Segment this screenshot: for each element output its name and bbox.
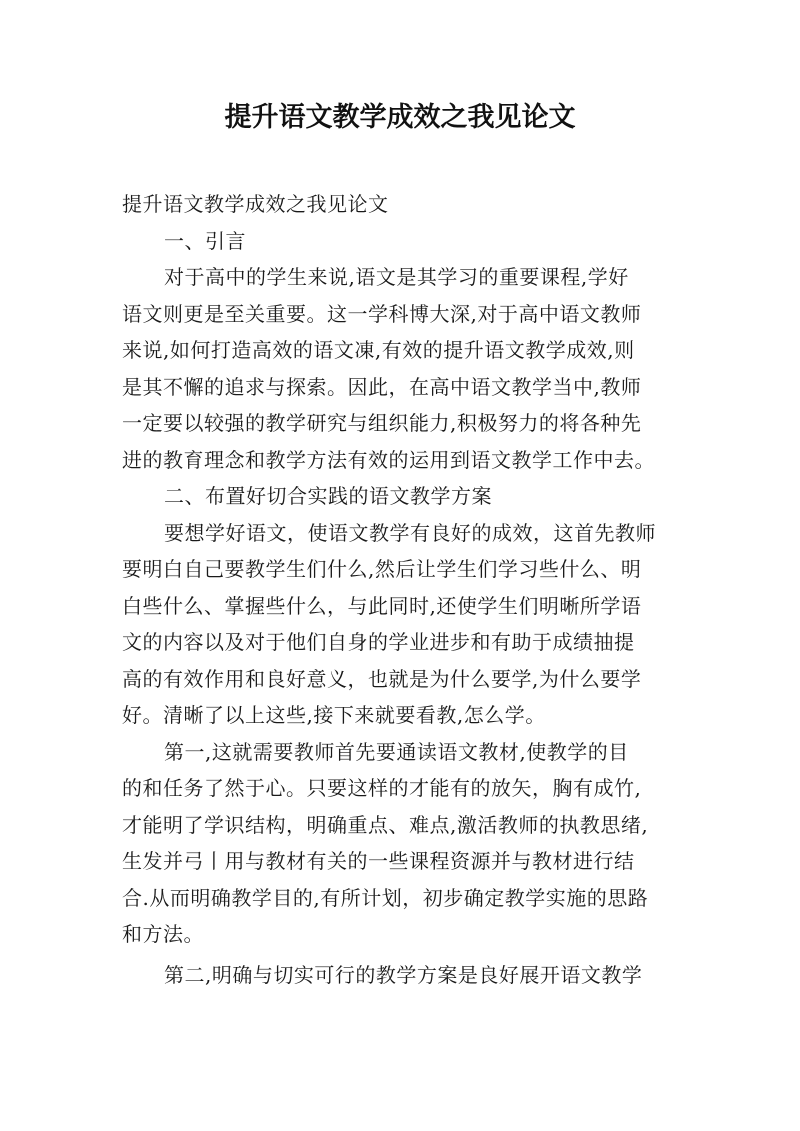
paragraph-line: 要明白自己要教学生们什么,然后让学生们学习些什么、明 bbox=[122, 557, 642, 581]
paragraph-line: 语文则更是至关重要。这一学科博大深,对于高中语文教师 bbox=[122, 301, 642, 326]
paragraph-line: 好。清晰了以上这些,接下来就要看教,怎么学。 bbox=[122, 703, 546, 727]
section-heading-intro: 一、引言 bbox=[164, 228, 246, 253]
paragraph-line: 高的有效作用和良好意义，也就是为什么要学,为什么要学 bbox=[122, 666, 642, 691]
document-body bbox=[122, 186, 688, 993]
paragraph-line: 进的教育理念和教学方法有效的运用到语文教学工作中去。 bbox=[122, 447, 655, 472]
paragraph-line: 生发并弓丨用与教材有关的一些课程资源并与教材进行结 bbox=[122, 849, 635, 873]
paragraph-line: 才能明了学识结构，明确重点、难点,激活教师的执教思绪, bbox=[122, 812, 649, 837]
paragraph-line: 合.从而明确教学目的,有所计划，初步确定教学实施的思路 bbox=[122, 885, 649, 910]
paragraph-line: 一定要以较强的教学研究与组织能力,积极努力的将各种先 bbox=[122, 411, 642, 435]
paragraph-line: 是其不懈的追求与探索。因此，在高中语文教学当中,教师 bbox=[122, 374, 642, 399]
paragraph-line: 白些什么、掌握些什么，与此同时,还使学生们明晰所学语 bbox=[122, 593, 642, 618]
paragraph-line: 和方法。 bbox=[122, 922, 204, 946]
subtitle-line: 提升语文教学成效之我见论文 bbox=[122, 192, 389, 216]
paragraph-line: 来说,如何打造高效的语文凍,有效的提升语文教学成效,则 bbox=[122, 338, 635, 362]
paragraph-line: 对于高中的学生来说,语文是其学习的重要课程,学好 bbox=[164, 265, 629, 289]
document-title: 提升语文教学成效之我见论文 bbox=[224, 102, 576, 133]
paragraph-line: 要想学好语文，使语文教学有良好的成效，这首先教师 bbox=[164, 520, 656, 545]
paragraph-line: 第二,明确与切实可行的教学方案是良好展开语文教学 bbox=[164, 962, 643, 987]
paragraph-line: 文的内容以及对于他们自身的学业进步和有助于成绩抽提 bbox=[122, 630, 635, 654]
paragraph-line: 的和任务了然于心。只要这样的才能有的放矢，胸有成竹, bbox=[122, 776, 642, 800]
paragraph-line: 第一,这就需要教师首先要通读语文教材,使教学的目 bbox=[164, 739, 629, 764]
section-heading-plan: 二、布置好切合实践的语文教学方案 bbox=[164, 484, 492, 508]
